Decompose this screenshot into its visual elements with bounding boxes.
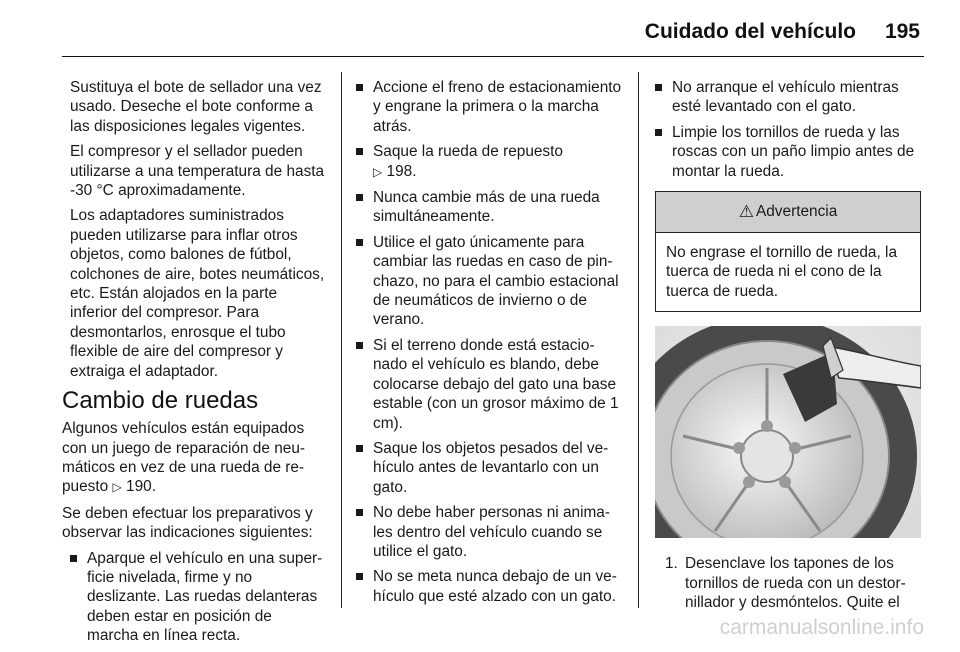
list-item-text: Si el terreno donde está estacionado el vehículo es blando, debe colocarse debajo del gato una base estable (con un grosor máximo de 1 cm). xyxy=(373,336,619,432)
paragraph-temperature: El compresor y el sellador pueden utilizarse a una temperatura de hasta -30 °C aproximadamente. xyxy=(70,143,325,200)
warning-triangle-icon: ⚠ xyxy=(738,202,754,222)
steps-list xyxy=(655,554,921,612)
repair-kit-text: Algunos vehículos están equipados con un juego de reparación de neumáticos en vez de una rueda de repuesto xyxy=(62,420,306,496)
paragraph-repair-kit xyxy=(62,419,326,498)
warning-box xyxy=(655,191,921,312)
bullet-icon xyxy=(356,194,363,201)
list-item-text: Nunca cambie más de una rueda simultáneamente. xyxy=(373,189,600,226)
page-reference[interactable]: 190. xyxy=(126,478,156,496)
warning-header xyxy=(656,192,920,233)
preparation-list xyxy=(62,549,326,646)
bullet-icon xyxy=(356,573,363,580)
paragraph-adapters: Los adaptadores suministrados pueden utilizarse para inflar otros objetos, como balones de fútbol, colchones de aire, botes neumáticos, etc. Están alojados en la parte inferior del compresor. Para desmontarlos, enrosque el tubo flexible de aire del compresor y extraiga el adaptador. xyxy=(70,207,325,380)
warning-title: Advertencia xyxy=(755,203,838,221)
column-divider-2 xyxy=(638,72,639,608)
list-item-text: Aparque el vehículo en una superficie nivelada, firme y no deslizante. Las ruedas delanteras deben estar en posición de marcha en línea recta. xyxy=(87,549,323,645)
list-item-text: No debe haber personas ni animales dentro del vehículo cuando se utilice el gato. xyxy=(373,504,611,560)
list-item-text: No arranque el vehículo mientras esté levantado con el gato. xyxy=(672,79,899,116)
bullet-icon xyxy=(356,239,363,246)
arrow-reference-icon: ▷ xyxy=(112,480,122,495)
step-item xyxy=(655,554,921,612)
section-heading: Cambio de ruedas xyxy=(62,387,259,415)
bullet-icon xyxy=(356,342,363,349)
list-item xyxy=(356,142,622,182)
bullet-icon xyxy=(655,84,662,91)
warning-text: No engrase el tornillo de rueda, la tuerca de rueda ni el cono de la tuerca de rueda. xyxy=(666,244,898,300)
page-number: 195 xyxy=(884,20,920,43)
center-cap xyxy=(741,430,793,482)
list-item xyxy=(356,336,622,433)
column-1 xyxy=(62,78,326,652)
paragraph-preparations: Se deben efectuar los preparativos y observar las indicaciones siguientes: xyxy=(62,504,313,542)
page-reference[interactable]: 198. xyxy=(386,162,417,180)
list-item-text: Accione el freno de estacionamiento y engrane la primera o la marcha atrás. xyxy=(373,79,622,135)
watermark: carmanualsonline.info xyxy=(719,616,924,639)
list-item xyxy=(356,503,622,561)
bullet-icon xyxy=(70,555,77,562)
column-2 xyxy=(356,78,622,612)
list-item xyxy=(62,549,326,646)
bullet-icon xyxy=(356,84,363,91)
step-text: Desenclave los tapones de los tornillos de rueda con un destornillador y desmóntelos. Quite el xyxy=(685,555,906,612)
list-item xyxy=(356,439,622,497)
list-item-text: No se meta nunca debajo de un vehículo que esté alzado con un gato. xyxy=(373,568,617,605)
page-header xyxy=(0,0,960,60)
column-divider-1 xyxy=(341,72,342,608)
bullet-icon xyxy=(356,509,363,516)
header-title: Cuidado del vehículo xyxy=(644,20,856,43)
paragraph-sealant-disposal: Sustituya el bote de sellador una vez usado. Deseche el bote conforme a las disposiciones legales vigentes. xyxy=(70,79,322,135)
list-item xyxy=(655,123,921,181)
list-item xyxy=(356,78,622,136)
list-item xyxy=(655,78,921,117)
list-item xyxy=(356,233,622,330)
column-3 xyxy=(655,78,921,612)
list-item-text: Utilice el gato únicamente para cambiar las ruedas en caso de pinchazo, no para el cambio estacional de neumáticos de invierno o de verano. xyxy=(373,233,619,329)
list-item-text: Limpie los tornillos de rueda y las roscas con un paño limpio antes de montar la rueda. xyxy=(672,123,915,180)
arrow-reference-icon: ▷ xyxy=(373,164,383,179)
list-item xyxy=(356,567,622,606)
list-item xyxy=(356,188,622,227)
precaution-list xyxy=(356,78,622,606)
bullet-icon xyxy=(356,148,363,155)
list-item-text: Saque la rueda de repuesto xyxy=(373,143,563,161)
list-item-text: Saque los objetos pesados del vehículo antes de levantarlo con un gato. xyxy=(373,439,609,496)
step-number: 1. xyxy=(665,555,678,573)
bullet-icon xyxy=(356,445,363,452)
jack-list xyxy=(655,78,921,181)
bullet-icon xyxy=(655,129,662,136)
wheel-cover-photo xyxy=(655,326,921,538)
header-divider xyxy=(62,56,924,57)
